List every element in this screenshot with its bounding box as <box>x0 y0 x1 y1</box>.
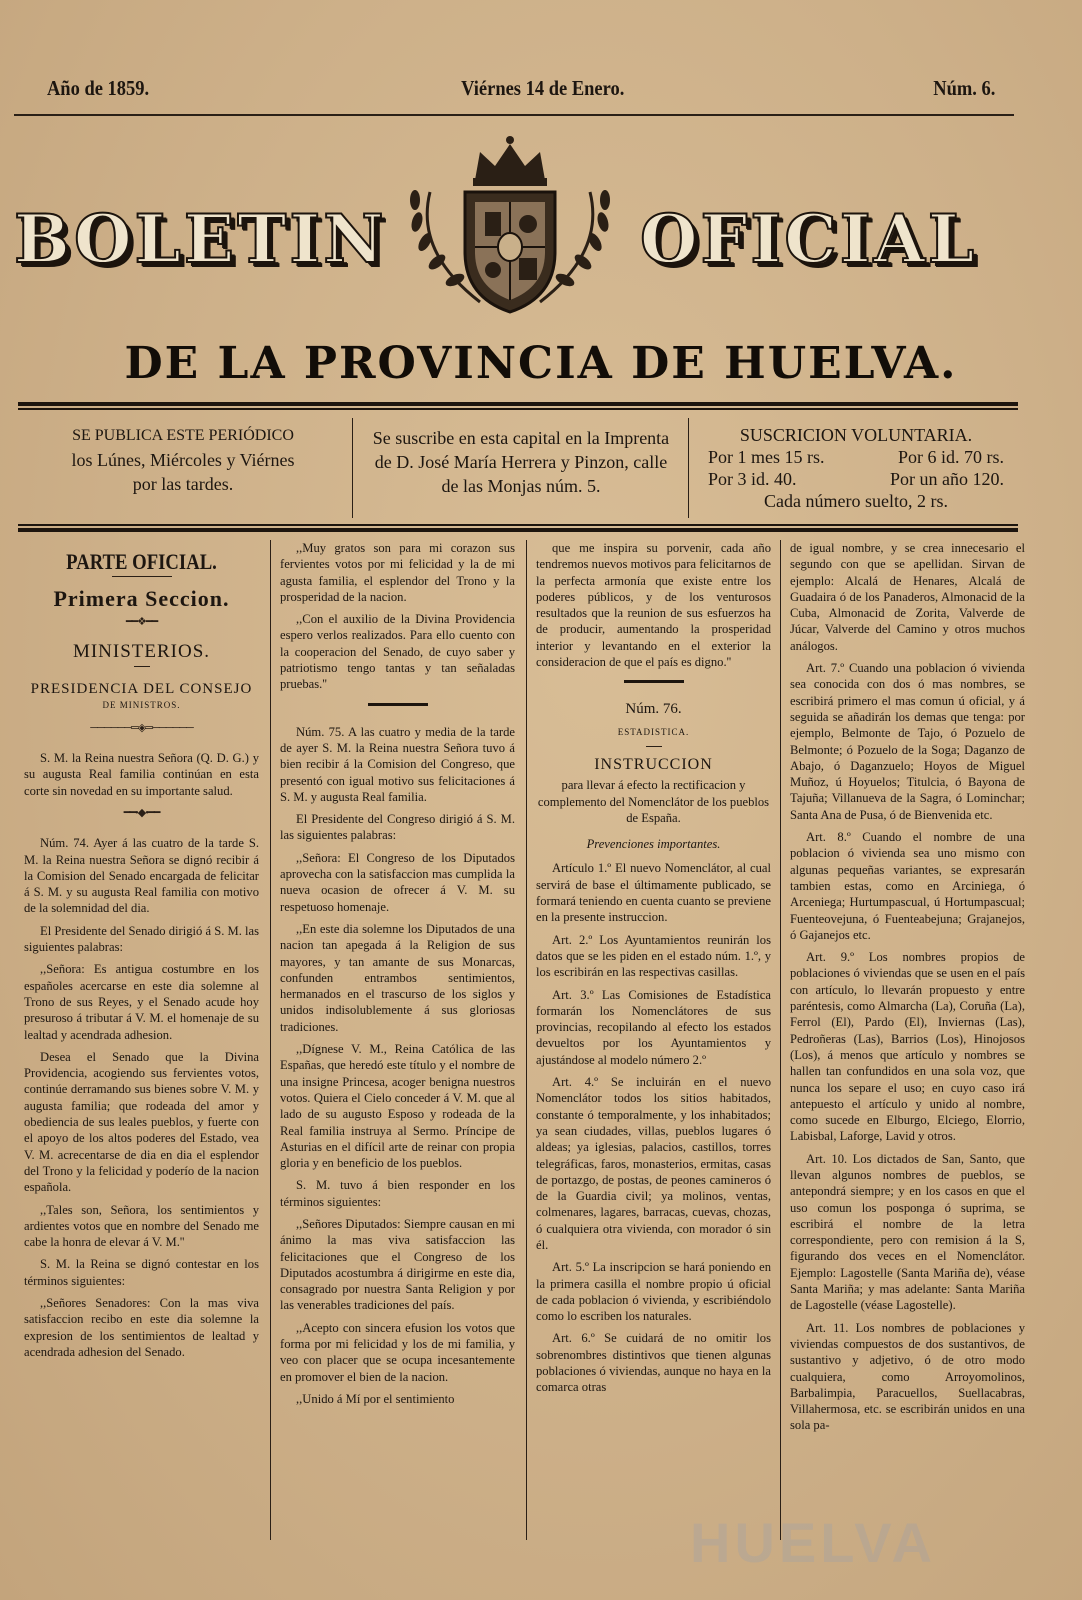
publish-line-1: SE PUBLICA ESTE PERIÓDICO <box>72 427 294 444</box>
rule-above-info <box>18 402 1018 406</box>
article-paragraph: ,,Señora: Es antigua costumbre en los españoles acercarse en este dia solemne al Trono de sus Reyes, y el Senado acude hoy presuroso á tributar á V. M. el homenaje de su lealtad y acendrada adhesion. <box>24 962 259 1042</box>
article-paragraph: Art. 11. Los nombres de poblaciones y viviendas compuestos de dos sustantivos, de sustantivo y adjetivo, ó de otro modo cualquiera, como Arroyomolinos, Barbalimpia, Paracuellos, Suellacabras, Villahermosa, etc. se escribirán unidos en una sola pa- <box>790 1320 1025 1433</box>
article-paragraph: ,,En este dia solemne los Diputados de una nacion tan apegada á la Religion de sus mayores, y tan amante de sus Monarcas, confunden entrambos sentimientos, hermanados en el trascurso de los siglos y unidos indisolublemente á sus gloriosas tradiciones. <box>280 921 515 1034</box>
article-paragraph: Art. 7.º Cuando una poblacion ó vivienda sea conocida con dos ó mas nombres, se escribirá primero el mas comun ú oficial, y á seguida se añadirán los demas que tenga: por ejemplo, Belmonte de Tajo, ó Pozuelo de Belmonte; ó Pozuelo de la Soga; Daganzo de Abajo, ó Daganzuelo; Hoyos de Miguel Muñoz, ú Hoyuelos; Titulcia, ó Bayona de Tajuña; Villanueva de la Sagra, ó Lominchar; Santa Ana de Pusa, ó de Bienvenida etc. <box>790 661 1025 822</box>
issue-date: Viérnes 14 de Enero. <box>461 75 625 100</box>
heading-estadistica: ESTADISTICA. <box>617 726 690 737</box>
subscribe-line-3: de las Monjas núm. 5. <box>441 476 601 496</box>
article-paragraph: ,,Con el auxilio de la Divina Providencia espero verlos realizados. Para ello cuento con la cooperacion del Senado, de cuyo saber y patriotismo tengo tantas y tan señaladas pruebas.'' <box>280 612 515 692</box>
dateline <box>40 74 1000 102</box>
article-paragraph: ,,Unido á Mí por el sentimiento <box>296 1391 455 1406</box>
publish-line-2: los Lúnes, Miércoles y Viérnes <box>71 450 295 470</box>
column-2 <box>280 540 515 1413</box>
article-paragraph: ,,Señores Diputados: Siempre causan en mi ánimo la mas viva satisfaccion las felicitaciones que el Congreso de los Diputados acostumbra á dirigirme en este dia, consagrado por nuestra Santa Religion y por las venerables tradiciones del país. <box>280 1216 515 1313</box>
column-divider-3 <box>780 540 781 1540</box>
article-paragraph: Art. 6.º Se cuidará de no omitir los sobrenombres distintivos que tienen algunas poblaciones ó viviendas, aunque no haya en la comarca otras <box>536 1331 771 1395</box>
newspaper-subtitle: DE LA PROVINCIA DE HUELVA. <box>124 338 958 389</box>
section-heading-primera: Primera Seccion. <box>53 586 230 612</box>
rule-above-info-thin <box>18 408 1018 410</box>
section-bar <box>624 680 684 683</box>
price-month: Por 1 mes 15 rs. <box>708 447 825 467</box>
article-paragraph: El Presidente del Congreso dirigió á S. M. las siguientes palabras: <box>280 812 515 843</box>
heading-de-ministros: DE MINISTROS. <box>102 700 181 711</box>
price-title: SUSCRICION VOLUNTARIA. <box>739 425 973 445</box>
price-three-months: Por 3 id. 40. <box>708 469 797 489</box>
top-rule <box>14 114 1014 116</box>
heading-prevenciones: Prevenciones importantes. <box>586 837 721 852</box>
column-4 <box>790 540 1025 1440</box>
article-paragraph: Art. 4.º Se incluirán en el nuevo Nomenclátor todos los sitios habitados, constante ó temporalmente, y los inhabitados; ya sean ciudades, villas, pueblos lugares ó aldeas; ya iglesias, palacios, castillos, torres telegráficas, faros, monasterios, ermitas, casas de portazgo, de postas, de peones camineros ó de la Guardia civil; ya molinos, ventas, colmenares, lagares, barracas, cuevas, chozas, ó cualquiera otra vivienda, con morador ó sin él. <box>536 1075 771 1252</box>
info-box <box>18 414 1018 524</box>
article-paragraph: ,,Tales son, Señora, los sentimientos y ardientes votos que en nombre del Senado me cabe la honra de elevar á V. M.'' <box>24 1202 259 1250</box>
article-paragraph: ,,Señora: El Congreso de los Diputados aprovecha con la satisfaccion mas cumplida la nueva ocasion de ofrecer á V. M. su respetuoso homenaje. <box>280 850 515 914</box>
column-divider-1 <box>270 540 271 1540</box>
heading-presidencia: PRESIDENCIA DEL CONSEJO <box>30 681 253 698</box>
article-paragraph: Art. 10. Los dictados de San, Santo, que llevan algunos nombres de pueblos, se antepondrá siempre; y en los casos en que el uso comun los posponga ó suprima, se escribirá el nombre de la letra correspondiente, pero con remision á la S, figurando dos veces en el Nomenclátor. Ejemplo: Lagostelle (Santa Mariña de), véase Santa Mariña; y mas adelante: Santa Mariña de Lagostelle (véase Lagostelle). <box>790 1151 1025 1313</box>
instruccion-subtitle: para llevar á efecto la rectificacion y complemento del Nomenclátor de los pueblos de España. <box>537 778 770 825</box>
publication-schedule <box>18 414 348 534</box>
article-number: Núm. 76. <box>625 701 682 718</box>
rule-below-info <box>18 528 1018 532</box>
article-paragraph: S. M. la Reina se dignó contestar en los términos siguientes: <box>24 1257 259 1288</box>
ornament-divider: ──────═◈═────── <box>90 721 193 734</box>
rule-below-info-thin <box>18 524 1018 526</box>
article-paragraph: S. M. la Reina nuestra Señora (Q. D. G.) y su augusta Real familia continúan en esta corte sin novedad en su importante salud. <box>24 751 259 798</box>
article-paragraph: ,,Señores Senadores: Con la mas viva satisfaccion recibo en este dia solemne la expresion de los sentimientos de lealtad y acendrada adhesion del Senado. <box>24 1295 259 1359</box>
heading-dash <box>646 746 662 747</box>
column-1 <box>24 540 259 1366</box>
subscribe-line-2: de D. José María Herrera y Pinzon, calle <box>374 452 668 472</box>
article-paragraph: que me inspira su porvenir, cada año tendremos nuevos motivos para felicitarnos de la perfecta armonía que existe entre los poderes públicos, y de los venturosos resultados que la reunion de sus esfuerzos ha de producir, aumentando la prosperidad interior y levantando en el exterior la consideracion de que el país es digno.'' <box>536 541 771 670</box>
price-single: Cada número suelto, 2 rs. <box>764 491 948 511</box>
publish-line-3: por las tardes. <box>132 474 234 494</box>
article-paragraph: Art. 3.º Las Comisiones de Estadística formarán los Nomenclátores de sus provincias, recopilando al efecto los estados devueltos por los Ayuntamientos y ajustándose al modelo número 2.º <box>536 987 771 1067</box>
article-paragraph: ,,Dígnese V. M., Reina Católica de las Españas, que heredó este título y el nombre de una insigne Princesa, acoger benigna nuestros votos. Quiera el Cielo conceder á V. M. que al lado de su augusto Esposo y rodeada de la Real familia instruya al Sermo. Príncipe de Asturias en el difícil arte de reinar con propia gloria y en beneficio de los pueblos. <box>280 1042 515 1171</box>
heading-dash <box>134 666 150 667</box>
info-divider-2 <box>688 418 689 518</box>
article-paragraph: El Presidente del Senado dirigió á S. M. las siguientes palabras: <box>24 923 259 955</box>
article-paragraph: Art. 5.º La inscripcion se hará poniendo en la primera casilla el nombre propio ú oficial de cada poblacion ó vivienda, y escribiéndolo como lo escriben los naturales. <box>536 1260 771 1324</box>
column-3 <box>536 540 771 1402</box>
ornament-divider: ━━❖━━ <box>125 615 158 628</box>
article-paragraph: Núm. 75. A las cuatro y media de la tarde de ayer S. M. la Reina nuestra Señora tuvo á bien recibir á la Comision del Congreso, que presentó con igual motivo sus felicitaciones á S. M. y augusta Real familia. <box>280 724 515 804</box>
heading-rule <box>112 576 172 577</box>
price-row-1 <box>694 446 1018 468</box>
article-paragraph: Desea el Senado que la Divina Providencia, acogiendo sus fervientes votos, continúe derramando sus bienes sobre V. M. y augusta familia; que rodeada del amor y obediencia de sus leales pueblos, y fuerte con el apoyo de los altos poderes del Estado, vea V. M. acrecentarse de dia en dia el esplendor del Trono y la felicidad y poderío de la nacion española. <box>24 1049 259 1195</box>
column-divider-2 <box>526 540 527 1540</box>
article-paragraph: S. M. tuvo á bien responder en los términos siguientes: <box>280 1178 515 1209</box>
article-paragraph: Art. 2.º Los Ayuntamientos reunirán los datos que se les piden en el estado núm. 1.º, y los escribirán en las respectivas casillas. <box>536 932 771 980</box>
masthead <box>10 132 1020 332</box>
section-bar <box>368 703 428 706</box>
price-row-2 <box>694 468 1018 490</box>
article-columns <box>20 540 1030 1600</box>
article-paragraph: Artículo 1.º El nuevo Nomenclátor, al cual servirá de base el últimamente publicado, se formará teniendo en cuenta cuanto se previene en la presente instruccion. <box>536 861 771 925</box>
masthead-word-left: BOLETIN <box>14 200 387 278</box>
subscription-prices <box>694 414 1018 534</box>
issue-number: Núm. 6. <box>933 75 996 100</box>
article-paragraph: ,,Muy gratos son para mi corazon sus fervientes votos por mi felicidad y la de mi agusta familia, el esplendor del Trono y la prosperidad de la nacion. <box>280 541 515 604</box>
subscribe-line-1: Se suscribe en esta capital en la Imprenta <box>372 428 670 448</box>
article-paragraph: Art. 8.º Cuando el nombre de una poblacion ó vivienda sea uno mismo con algunas pequeñas variantes, se expresarán tambien estas, como en Arciniega, ó Arceniega; Hurtumpascual, ú Hortumpascual; Fuenteovejuna, ó Fuenteabejuna; Grajanejos, ó Gajanejos etc. <box>790 830 1025 942</box>
article-paragraph: de igual nombre, y se crea innecesario el segundo con que se apellidan. Sirvan de ejemplo: Alcalá de Henares, Alcalá de Guadaira ó de los Panaderos, Almonacid de la Cuba, Almonacid de Zorita, Valverde de Júcar, Valverde del Camino y otros muchos análogos. <box>790 541 1025 653</box>
year-label: Año de 1859. <box>46 75 150 100</box>
price-year: Por un año 120. <box>890 469 1004 489</box>
article-paragraph: Núm. 74. Ayer á las cuatro de la tarde S. M. la Reina nuestra Señora se dignó recibir á la Comision del Senado encargada de felicitar á S. M. y su augusta Real familia con motivo de la solemnidad del dia. <box>24 836 259 916</box>
section-heading-ministerios: MINISTERIOS. <box>72 640 211 662</box>
heading-instruccion: INSTRUCCION <box>594 755 713 773</box>
archive-watermark: HUELVA <box>690 1511 936 1574</box>
subscription-location <box>356 414 686 536</box>
section-heading-parte-oficial: PARTE OFICIAL. <box>66 549 217 574</box>
masthead-word-right: OFICIAL <box>640 200 978 278</box>
article-paragraph: Art. 9.º Los nombres propios de poblaciones ó viviendas que se usen en el país con artículo, lo llevarán propuesto y entre paréntesis, como Almarcha (La), Coruña (La), Ferrol (El), Pardo (El), Inviernas (Las), Pedroñeras (Las), Barrios (Los), Hinojosos (Los), á menos que artículo y nombres se hallen tan confundidos en una sola voz, que nunca los separe el uso; en cuyo caso irá antepuesto el artículo y unido al nombre, como sucede en Elburgo, Elciego, Elorrio, Labisbal, Laforge, Lavid y otros. <box>790 950 1025 1144</box>
ornament-divider: ━━•◆•━━ <box>123 806 160 819</box>
coat-of-arms-icon <box>385 132 635 332</box>
price-six-months: Por 6 id. 70 rs. <box>897 447 1004 467</box>
info-divider-1 <box>352 418 353 518</box>
article-paragraph: ,,Acepto con sincera efusion los votos que forma por mi felicidad y los de mi familia, y veo con placer que se ocupa incesantemente en promover el bien de la nacion. <box>280 1320 515 1384</box>
